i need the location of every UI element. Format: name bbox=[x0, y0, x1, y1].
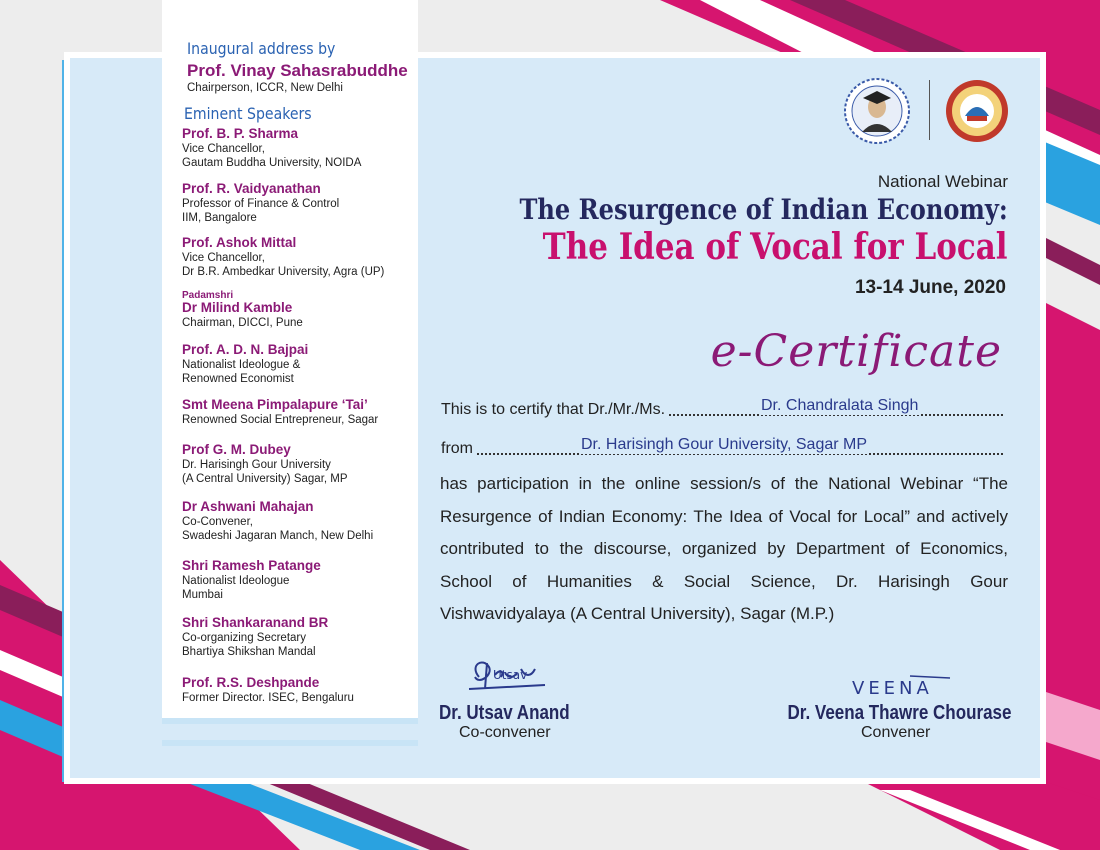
university-seal-icon bbox=[946, 80, 1008, 142]
co-convener-role: Co-convener bbox=[459, 724, 551, 741]
convener-name: Dr. Veena Thawre Chourase bbox=[787, 702, 1011, 724]
speaker-entry bbox=[182, 500, 373, 544]
speaker-entry bbox=[182, 398, 378, 427]
event-type: National Webinar bbox=[877, 172, 1008, 191]
university-founder-emblem-icon bbox=[845, 79, 909, 143]
recipient-name: Dr. Chandralata Singh bbox=[761, 397, 919, 414]
speaker-entry bbox=[182, 182, 339, 226]
event-date: 13-14 June, 2020 bbox=[854, 277, 1006, 298]
speaker-name: Prof G. M. Dubey bbox=[182, 442, 291, 457]
speaker-name: Dr Ashwani Mahajan bbox=[182, 499, 314, 514]
co-convener-signature bbox=[465, 655, 555, 695]
speaker-detail: Dr. Harisingh Gour University bbox=[182, 458, 331, 471]
speaker-entry bbox=[182, 236, 384, 280]
speaker-name: Prof. R. Vaidyanathan bbox=[182, 181, 321, 196]
institution-name: Dr. Harisingh Gour University, Sagar MP bbox=[581, 436, 868, 453]
sidebar-stripe bbox=[162, 718, 418, 724]
speaker-detail: Bhartiya Shikshan Mandal bbox=[182, 646, 316, 659]
institution-line bbox=[441, 436, 1003, 460]
webinar-title: The Resurgence of Indian Economy: bbox=[519, 193, 1008, 226]
sidebar-stripe bbox=[162, 740, 418, 746]
speaker-detail: Renowned Economist bbox=[182, 373, 294, 386]
inaugural-speaker-name: Prof. Vinay Sahasrabuddhe bbox=[187, 61, 408, 80]
speaker-detail: Former Director. ISEC, Bengaluru bbox=[182, 691, 354, 704]
speaker-detail: Co-Convener, bbox=[182, 515, 253, 528]
inaugural-speaker-role: Chairperson, ICCR, New Delhi bbox=[187, 82, 343, 94]
convener-signature bbox=[850, 670, 960, 704]
speaker-detail: (A Central University) Sagar, MP bbox=[182, 473, 348, 486]
speaker-detail: Swadeshi Jagaran Manch, New Delhi bbox=[182, 530, 374, 543]
speaker-detail: Vice Chancellor, bbox=[182, 142, 265, 155]
speaker-detail: Dr B.R. Ambedkar University, Agra (UP) bbox=[182, 266, 385, 279]
speaker-detail: Professor of Finance & Control bbox=[182, 197, 340, 210]
speaker-entry bbox=[182, 676, 354, 705]
speaker-entry bbox=[182, 559, 321, 603]
webinar-subtitle: The Idea of Vocal for Local bbox=[543, 226, 1008, 268]
speaker-detail: IIM, Bangalore bbox=[182, 212, 257, 225]
signature-text: VEENA bbox=[852, 678, 933, 699]
university-logos bbox=[843, 76, 1013, 146]
speaker-detail: Nationalist Ideologue & bbox=[182, 358, 301, 371]
convener-role: Convener bbox=[861, 724, 931, 741]
speaker-name: Smt Meena Pimpalapure ‘Tai’ bbox=[182, 397, 368, 412]
speaker-honorific: Padamshri bbox=[182, 290, 234, 301]
speaker-name: Prof. B. P. Sharma bbox=[182, 126, 299, 141]
speaker-entry bbox=[182, 616, 328, 660]
speaker-entry bbox=[182, 443, 348, 487]
speaker-detail: Vice Chancellor, bbox=[182, 251, 265, 264]
speaker-entry bbox=[182, 343, 308, 387]
signature-text: Utsav bbox=[493, 668, 528, 682]
speaker-entry bbox=[182, 290, 303, 330]
speaker-name: Dr Milind Kamble bbox=[182, 300, 293, 315]
speaker-name: Prof. R.S. Deshpande bbox=[182, 675, 320, 690]
speaker-detail: Renowned Social Entrepreneur, Sagar bbox=[182, 413, 379, 426]
speaker-name: Shri Shankaranand BR bbox=[182, 615, 329, 630]
from-prefix: from bbox=[441, 440, 476, 458]
inaugural-heading: Inaugural address by bbox=[187, 39, 336, 58]
speaker-detail: Co-organizing Secretary bbox=[182, 631, 307, 644]
speaker-detail: Gautam Buddha University, NOIDA bbox=[182, 157, 362, 170]
speaker-detail: Chairman, DICCI, Pune bbox=[182, 316, 303, 329]
certificate-label: e-Certificate bbox=[710, 326, 1002, 377]
speaker-entry bbox=[182, 127, 361, 171]
speaker-name: Prof. Ashok Mittal bbox=[182, 235, 297, 250]
speaker-name: Shri Ramesh Patange bbox=[182, 558, 321, 573]
speakers-heading: Eminent Speakers bbox=[184, 104, 312, 123]
speaker-name: Prof. A. D. N. Bajpai bbox=[182, 342, 309, 357]
co-convener-name: Dr. Utsav Anand bbox=[439, 702, 570, 724]
speaker-detail: Mumbai bbox=[182, 589, 223, 602]
certify-prefix: This is to certify that Dr./Mr./Ms. bbox=[441, 401, 668, 419]
speaker-detail: Nationalist Ideologue bbox=[182, 574, 290, 587]
certificate-body: has participation in the online session/s of the National Webinar “The Resurgence of Indian Economy: The Idea of Vocal for Local” and actively contributed to the discourse, organized by Department of Economics, School of Humanities & Social Science, Dr. Harisingh Gour Vishwavidyalaya (A Central University), Sagar (M.P.) bbox=[440, 474, 1008, 623]
recipient-line bbox=[441, 397, 1003, 421]
logo-divider bbox=[929, 80, 930, 140]
